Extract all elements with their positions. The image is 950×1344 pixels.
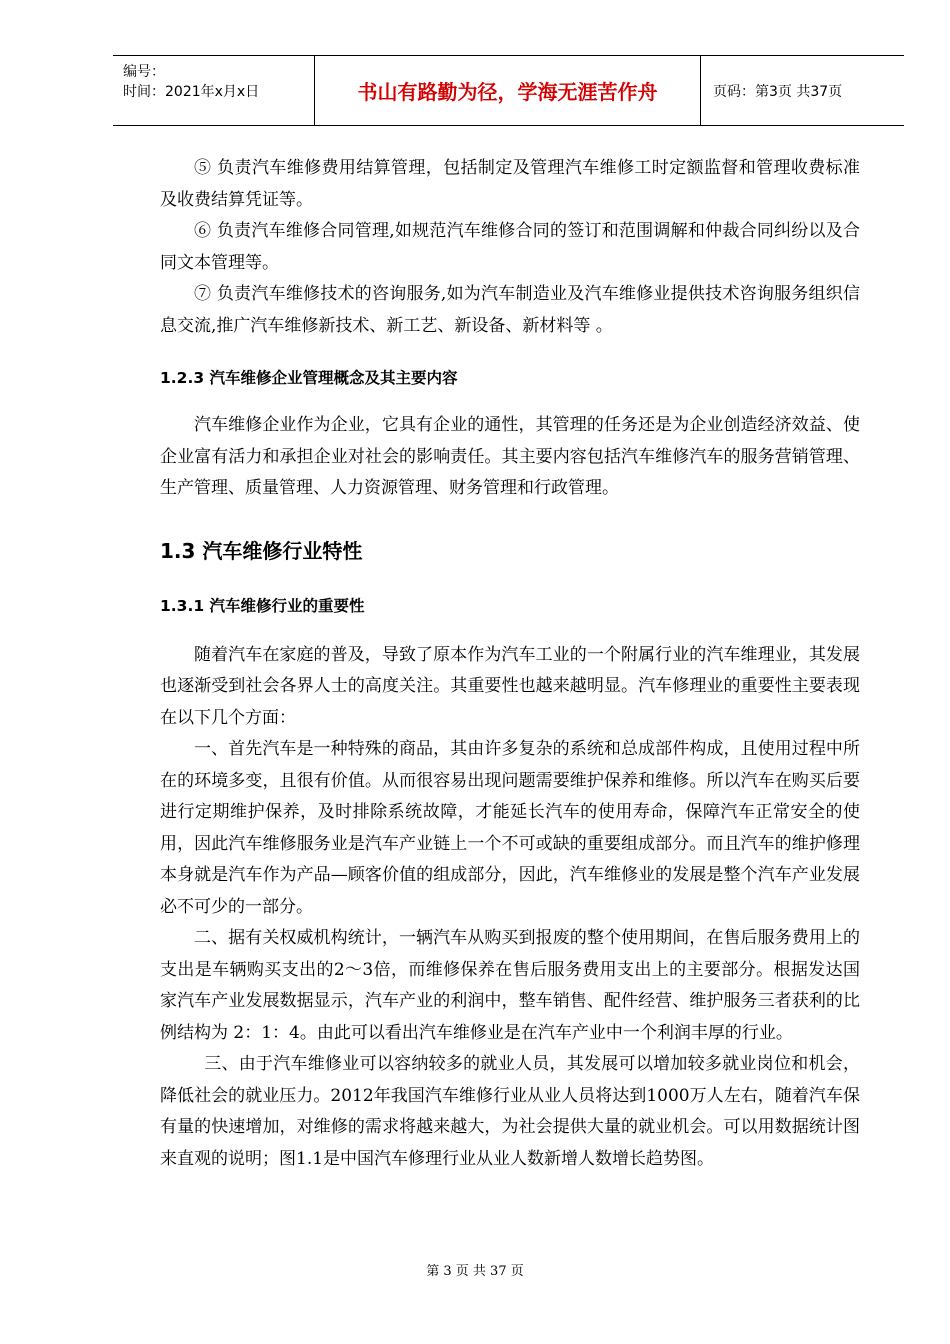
list-item-6: ⑥ 负责汽车维修合同管理,如规范汽车维修合同的签订和范围调解和仲裁合同纠纷以及合同文本管理等。 (160, 221, 860, 273)
paragraph-point-three: 三、由于汽车维修业可以容纳较多的就业人员，其发展可以增加较多就业岗位和机会，降低社会的就业压力。2012年我国汽车维修行业从业人员将达到1000万人左右，随着汽车保有量的快速增加，对维修的需求将越来越大，为社会提供大量的就业机会。可以用数据统计图来直观的说明；图1.1是中国汽车修理行业从业人数新增人数增长趋势图。 (160, 1054, 860, 1169)
heading-1-2-3: 1.2.3 汽车维修企业管理概念及其主要内容 (160, 369, 458, 387)
header-meta (113, 56, 315, 125)
paragraph-intro: 随着汽车在家庭的普及，导致了原本作为汽车工业的一个附属行业的汽车维理业，其发展也逐渐受到社会各界人士的高度关注。其重要性也越来越明显。汽车修理业的重要性主要表现在以下几个方面： (160, 644, 860, 728)
paragraph-point-one: 一、首先汽车是一种特殊的商品，其由许多复杂的系统和总成部件构成，且使用过程中所在的环境多变，且很有价值。从而很容易出现问题需要维护保养和维修。所以汽车在购买后要进行定期维护保养，及时排除系统故障，才能延长汽车的使用寿命，保障汽车正常安全的使用，因此汽车维修服务业是汽车产业链上一个不可或缺的重要组成部分。而且汽车的维护修理本身就是汽车作为产品—顾客价值的组成部分，因此，汽车维修业的发展是整个汽车产业发展必不可少的一部分。 (160, 739, 860, 917)
page-header (113, 55, 904, 126)
heading-1-3: 1.3 汽车维修行业特性 (160, 538, 363, 563)
list-item-5: ⑤ 负责汽车维修费用结算管理，包括制定及管理汽车维修工时定额监督和管理收费标准及收费结算凭证等。 (160, 158, 860, 210)
document-body (160, 153, 860, 1175)
header-number-label: 编号： (123, 64, 165, 80)
paragraph-point-two: 二、据有关权威机构统计，一辆汽车从购买到报废的整个使用期间，在售后服务费用上的支出是车辆购买支出的2～3倍，而维修保养在售后服务费用支出上的主要部分。根据发达国家汽车产业发展数据显示，汽车产业的利润中，整车销售、配件经营、维护服务三者获利的比例结构为 2：1：4。由此可以看出汽车维修业是在汽车产业中一个利润丰厚的行业。 (160, 928, 860, 1043)
header-page-info: 页码：第3页 共37页 (713, 83, 843, 100)
page-footer: 第 3 页 共 37 页 (426, 1264, 524, 1279)
heading-1-3-1: 1.3.1 汽车维修行业的重要性 (160, 596, 365, 615)
header-motto: 书山有路勤为径，学海无涯苦作舟 (315, 56, 701, 125)
paragraph-management: 汽车维修企业作为企业，它具有企业的通性，其管理的任务还是为企业创造经济效益、使企业富有活力和承担企业对社会的影响责任。其主要内容包括汽车维修汽车的服务营销管理、生产管理、质量管理、人力资源管理、财务管理和行政管理。 (160, 415, 860, 498)
list-item-7: ⑦ 负责汽车维修技术的咨询服务,如为汽车制造业及汽车维修业提供技术咨询服务组织信息交流,推广汽车维修新技术、新工艺、新设备、新材料等 。 (160, 284, 860, 336)
header-time-label: 时间：2021年x月x日 (123, 84, 260, 100)
